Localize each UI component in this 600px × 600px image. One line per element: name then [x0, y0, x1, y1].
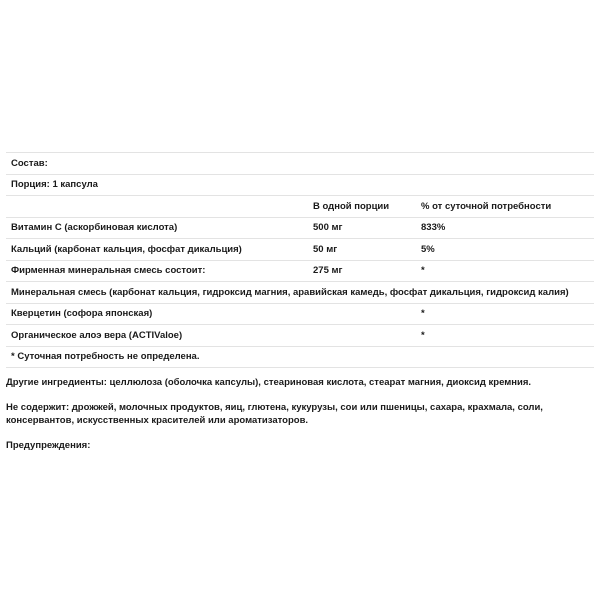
table-row [6, 153, 594, 175]
mineral-blend: Минеральная смесь (карбонат кальция, гидроксид магния, аравийская камедь, фосфат дикальция, гидроксид калия) [6, 282, 594, 304]
footnote: * Суточная потребность не определена. [6, 346, 594, 368]
serving-size: Порция: 1 капсула [6, 174, 594, 196]
table-row [6, 174, 594, 196]
ingredient-name: Фирменная минеральная смесь состоит: [6, 260, 308, 282]
table-row [6, 303, 594, 325]
header-per-serving: В одной порции [308, 196, 416, 218]
header-daily-value: % от суточной потребности [416, 196, 594, 218]
table-row [6, 325, 594, 347]
ingredient-daily-value: 833% [416, 217, 594, 239]
warnings-heading: Предупреждения: [6, 440, 91, 451]
ingredient-amount: 50 мг [308, 239, 416, 261]
ingredient-amount: 500 мг [308, 217, 416, 239]
header-empty-cell [6, 196, 308, 218]
ingredient-name: Кальций (карбонат кальция, фосфат дикальция) [6, 239, 308, 261]
ingredient-name: Органическое алоэ вера (ACTIValoe) [6, 325, 308, 347]
table-row [6, 260, 594, 282]
table-row [6, 239, 594, 261]
table-row [6, 346, 594, 368]
ingredient-name: Кверцетин (софора японская) [6, 303, 308, 325]
ingredient-daily-value: * [416, 260, 594, 282]
free-from: Не содержит: дрожжей, молочных продуктов, яиц, глютена, кукурузы, сои или пшеницы, сахара, крахмала, соли, консервантов, искусственных красителей или ароматизаторов. [6, 402, 543, 426]
ingredient-amount: 275 мг [308, 260, 416, 282]
ingredient-amount [308, 325, 416, 347]
ingredient-daily-value: * [416, 303, 594, 325]
table-row [6, 217, 594, 239]
composition-label: Состав: [6, 153, 594, 175]
product-notes [6, 376, 586, 464]
ingredient-daily-value: 5% [416, 239, 594, 261]
table-row [6, 282, 594, 304]
ingredient-daily-value: * [416, 325, 594, 347]
ingredient-name: Витамин С (аскорбиновая кислота) [6, 217, 308, 239]
other-ingredients: Другие ингредиенты: целлюлоза (оболочка капсулы), стеариновая кислота, стеарат магния, диоксид кремния. [6, 377, 532, 388]
table-header-row [6, 196, 594, 218]
ingredient-amount [308, 303, 416, 325]
supplement-facts-table [6, 152, 594, 368]
